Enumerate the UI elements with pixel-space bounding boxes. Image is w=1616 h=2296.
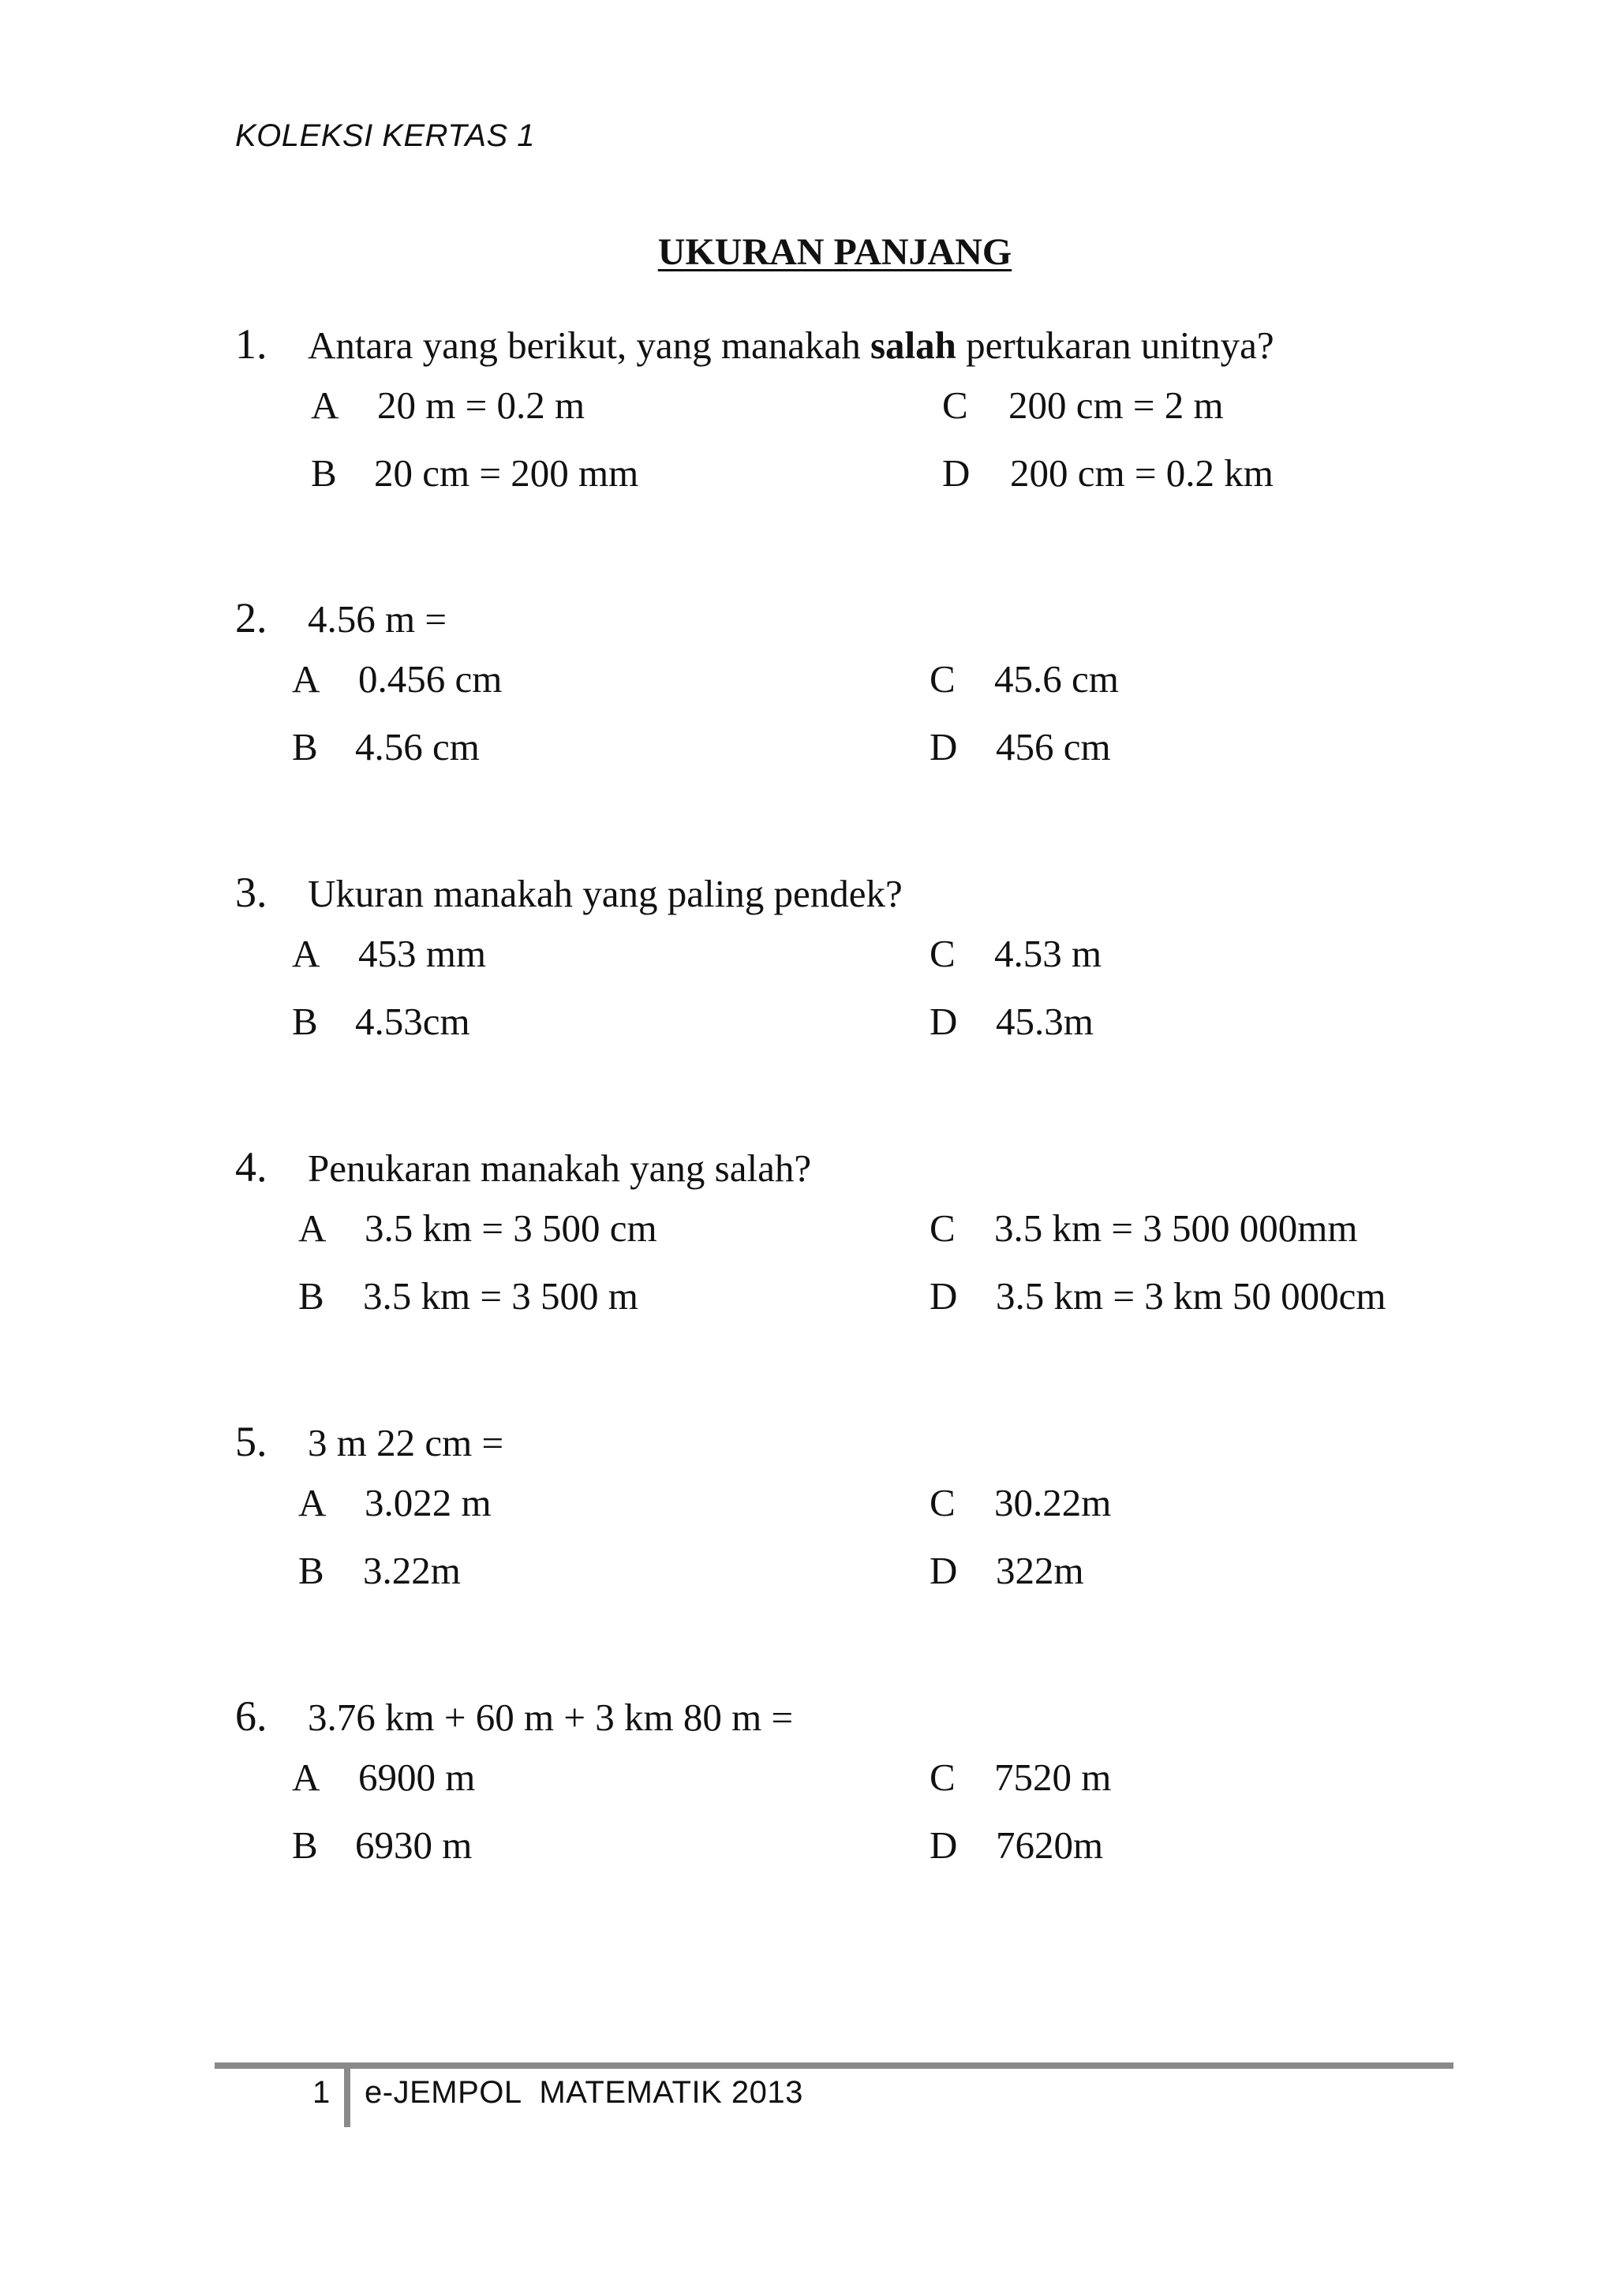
- option-a: [292, 656, 930, 701]
- question-number: 6.: [235, 1692, 267, 1740]
- option-d: [930, 1548, 1084, 1593]
- option-letter: C: [930, 932, 956, 975]
- option-a: [298, 1480, 930, 1525]
- option-text: 45.6 cm: [994, 657, 1119, 701]
- option-letter: A: [298, 1206, 327, 1250]
- option-row: [235, 724, 1419, 792]
- option-b: [292, 999, 930, 1044]
- option-letter: A: [292, 1756, 320, 1799]
- option-a: [298, 1206, 930, 1251]
- question-number: 5.: [235, 1418, 267, 1465]
- option-text: 6930 m: [355, 1823, 473, 1867]
- footer-divider: [344, 2066, 350, 2127]
- option-text: 200 cm = 0.2 km: [1010, 451, 1274, 495]
- option-row: [235, 999, 1419, 1067]
- option-letter: A: [298, 1481, 327, 1524]
- option-text: 4.53 m: [994, 932, 1102, 975]
- option-text: 3.5 km = 3 km 50 000cm: [996, 1274, 1386, 1318]
- option-b: [292, 724, 930, 769]
- option-text: 456 cm: [996, 725, 1111, 768]
- option-text: 20 m = 0.2 m: [377, 383, 585, 427]
- question-2: [235, 593, 1419, 792]
- option-letter: D: [930, 1823, 958, 1867]
- option-b: [298, 1273, 930, 1318]
- option-letter: A: [292, 932, 320, 975]
- question-text: Penukaran manakah yang salah?: [308, 1146, 812, 1190]
- option-d: [930, 1273, 1386, 1318]
- option-row: [235, 1206, 1419, 1273]
- option-d: [930, 999, 1094, 1044]
- option-row: [235, 931, 1419, 999]
- question-number: 4.: [235, 1143, 267, 1191]
- question-4: [235, 1142, 1419, 1341]
- option-text: 3.5 km = 3 500 000mm: [994, 1206, 1358, 1250]
- option-letter: C: [942, 383, 968, 427]
- option-d: [930, 1823, 1103, 1868]
- question-number: 2.: [235, 594, 267, 641]
- question-stem: [235, 1142, 1419, 1206]
- option-letter: B: [292, 725, 318, 768]
- option-row: [235, 451, 1419, 518]
- question-text: 3.76 km + 60 m + 3 km 80 m =: [308, 1696, 794, 1739]
- question-5: [235, 1417, 1419, 1616]
- option-letter: B: [311, 451, 337, 495]
- question-text: 4.56 m =: [308, 597, 447, 641]
- option-c: [930, 1480, 1111, 1525]
- question-text-emphasis: salah: [870, 323, 956, 367]
- option-a: [292, 931, 930, 976]
- option-a: [292, 1755, 930, 1800]
- option-row: [235, 383, 1419, 451]
- question-number: 1.: [235, 320, 267, 368]
- option-text: 3.022 m: [365, 1481, 492, 1524]
- option-row: [235, 1480, 1419, 1548]
- question-text: 3 m 22 cm =: [308, 1421, 504, 1464]
- question-text-part: Antara yang berikut, yang manakah: [308, 323, 870, 367]
- option-text: 3.22m: [363, 1549, 461, 1592]
- option-c: [930, 931, 1102, 976]
- option-text: 45.3m: [996, 1000, 1094, 1043]
- option-letter: D: [930, 725, 958, 768]
- option-text: 7620m: [996, 1823, 1104, 1867]
- question-stem: [235, 320, 1419, 383]
- option-letter: A: [311, 383, 339, 427]
- option-text: 6900 m: [358, 1756, 476, 1799]
- running-header: KOLEKSI KERTAS 1: [235, 118, 536, 153]
- page-title: UKURAN PANJANG: [657, 231, 1012, 273]
- option-letter: C: [930, 657, 956, 701]
- question-text-part: pertukaran unitnya?: [956, 323, 1274, 367]
- footer-label: e-JEMPOL MATEMATIK 2013: [365, 2075, 803, 2110]
- question-text: Ukuran manakah yang paling pendek?: [308, 872, 903, 915]
- question-number: 3.: [235, 869, 267, 916]
- option-c: [930, 656, 1119, 701]
- option-a: [311, 383, 942, 428]
- option-text: 200 cm = 2 m: [1008, 383, 1224, 427]
- option-b: [298, 1548, 930, 1593]
- option-text: 322m: [996, 1549, 1084, 1592]
- option-text: 7520 m: [994, 1756, 1112, 1799]
- option-letter: B: [298, 1274, 324, 1318]
- footer-rule: [215, 2062, 1453, 2069]
- option-row: [235, 656, 1419, 724]
- option-letter: C: [930, 1481, 956, 1524]
- option-row: [235, 1823, 1419, 1890]
- option-letter: D: [930, 1274, 958, 1318]
- option-c: [930, 1206, 1357, 1251]
- option-d: [930, 724, 1111, 769]
- option-text: 20 cm = 200 mm: [374, 451, 639, 495]
- option-letter: C: [930, 1756, 956, 1799]
- option-letter: B: [298, 1549, 324, 1592]
- question-3: [235, 868, 1419, 1067]
- page-number: 1: [312, 2075, 331, 2110]
- option-text: 453 mm: [358, 932, 486, 975]
- option-letter: B: [292, 1000, 318, 1043]
- option-text: 4.53cm: [355, 1000, 470, 1043]
- question-text: [308, 323, 1274, 368]
- question-stem: [235, 593, 1419, 656]
- option-letter: A: [292, 657, 320, 701]
- option-text: 3.5 km = 3 500 cm: [365, 1206, 657, 1250]
- option-row: [235, 1273, 1419, 1341]
- option-b: [311, 451, 942, 495]
- question-stem: [235, 868, 1419, 931]
- option-text: 4.56 cm: [355, 725, 480, 768]
- option-letter: B: [292, 1823, 318, 1867]
- option-letter: D: [942, 451, 971, 495]
- question-6: [235, 1692, 1419, 1890]
- option-row: [235, 1548, 1419, 1616]
- question-stem: [235, 1417, 1419, 1480]
- option-text: 3.5 km = 3 500 m: [363, 1274, 638, 1318]
- option-letter: D: [930, 1549, 958, 1592]
- option-text: 30.22m: [994, 1481, 1112, 1524]
- option-row: [235, 1755, 1419, 1823]
- question-stem: [235, 1692, 1419, 1755]
- question-1: [235, 320, 1419, 518]
- option-letter: D: [930, 1000, 958, 1043]
- option-d: [942, 451, 1274, 495]
- option-b: [292, 1823, 930, 1868]
- option-letter: C: [930, 1206, 956, 1250]
- option-c: [942, 383, 1224, 428]
- option-c: [930, 1755, 1111, 1800]
- option-text: 0.456 cm: [358, 657, 503, 701]
